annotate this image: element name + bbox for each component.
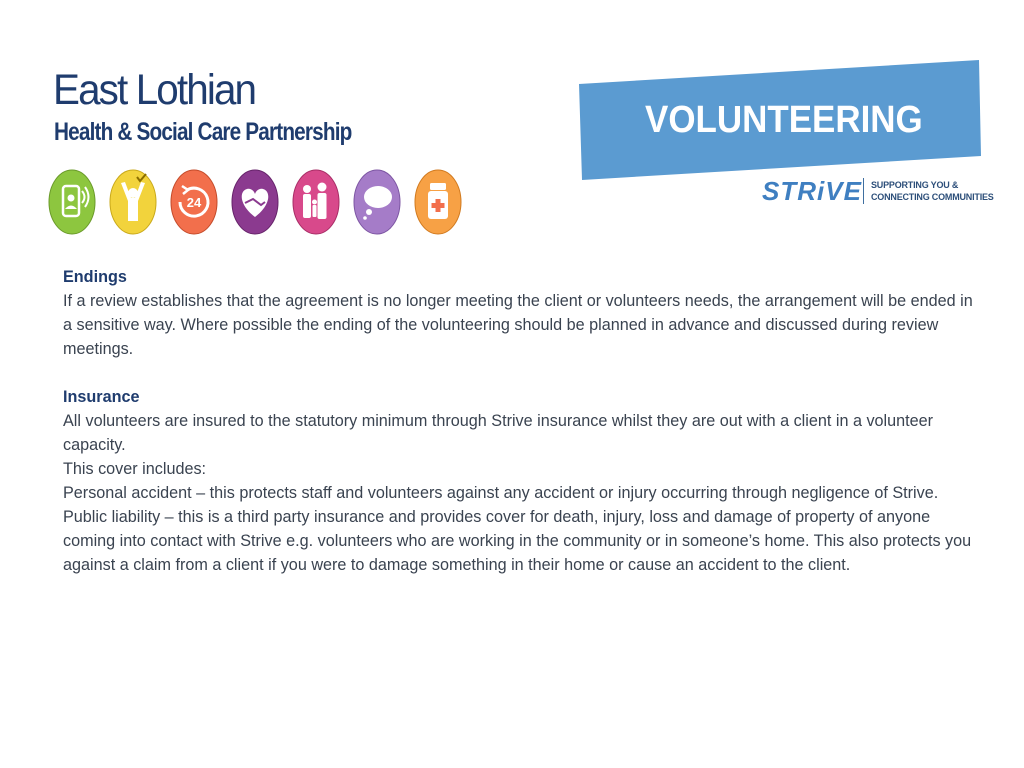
- 24-hour-icon: [170, 169, 218, 235]
- speech-bubble-icon: [353, 169, 401, 235]
- family-icon: [292, 169, 340, 235]
- insurance-para-2: This cover includes:: [63, 460, 207, 478]
- insurance-para-4: Public liability – this is a third party insurance and provides cover for death, injury, loss and damage of property of anyone coming into contact with Strive e.g. volunteers who are working in the community or in someone’s home. This also protects you against a claim from a client if you were to damage something in their home or cause an accident to the client.: [63, 508, 972, 574]
- phone-icon: [48, 169, 96, 235]
- body-content: [63, 265, 983, 577]
- volunteering-banner: [579, 60, 981, 180]
- strive-divider: [863, 178, 864, 204]
- strive-logo: STRiVE: [762, 176, 862, 206]
- strive-tagline-line1: SUPPORTING YOU &: [871, 180, 959, 190]
- org-subtitle: Health & Social Care Partnership: [54, 118, 352, 146]
- medicine-bottle-icon: [414, 169, 462, 235]
- strive-tagline: [871, 179, 994, 203]
- strive-tagline-line2: CONNECTING COMMUNITIES: [871, 192, 994, 202]
- svg-text:24: 24: [186, 195, 202, 210]
- endings-body: If a review establishes that the agreement is no longer meeting the client or volunteers needs, the arrangement will be ended in a sensitive way. Where possible the ending of the volunteering should be planned in advance and discussed during review meetings.: [63, 292, 973, 358]
- heart-handshake-icon: [231, 169, 279, 235]
- insurance-heading: Insurance: [63, 388, 140, 406]
- insurance-para-3: Personal accident – this protects staff and volunteers against any accident or injury occurring through negligence of Strive.: [63, 484, 939, 502]
- person-arms-up-icon: [109, 169, 157, 235]
- insurance-para-1: All volunteers are insured to the statutory minimum through Strive insurance whilst they are out with a client in a volunteer capacity.: [63, 412, 934, 454]
- endings-heading: Endings: [63, 268, 127, 286]
- section-spacer: [63, 361, 983, 385]
- org-title: East Lothian: [53, 66, 256, 114]
- banner-title: VOLUNTEERING: [645, 99, 923, 141]
